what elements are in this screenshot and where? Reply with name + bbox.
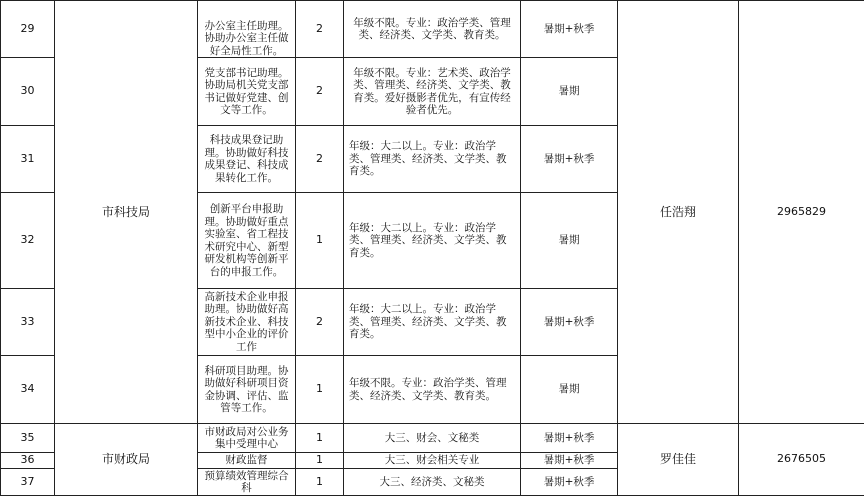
count-cell: 1 (296, 453, 344, 469)
position-cell (198, 1, 296, 58)
count-cell: 2 (296, 289, 344, 356)
position-cell: 科研项目助理。协助做好科研项目资金协调、评估、监管等工作。 (198, 356, 296, 424)
table-row (1, 1, 864, 58)
requirement-cell: 年级不限。专业：艺术类、政治学类、管理类、经济类、文学类、教育类。爱好摄影者优先，有宣传经验者优先。 (344, 58, 521, 126)
position-cell: 创新平台申报助理。协助做好重点实验室、省工程技术研究中心、新型研发机构等创新平台的申报工作。 (198, 193, 296, 289)
row-number: 37 (1, 469, 55, 496)
count-cell: 2 (296, 58, 344, 126)
count-cell: 1 (296, 193, 344, 289)
department-cell: 市科技局 (55, 1, 198, 424)
row-number: 33 (1, 289, 55, 356)
requirement-cell: 年级不限。专业：政治学类、管理类、经济类、文学类、教育类。 (344, 1, 521, 58)
count-cell: 2 (296, 1, 344, 58)
position-cell: 科技成果登记助理。协助做好科技成果登记、科技成果转化工作。 (198, 126, 296, 193)
requirement-cell: 大三、财会、文秘类 (344, 424, 521, 453)
phone-cell: 2965829 (739, 1, 864, 424)
requirement-cell: 大三、财会相关专业 (344, 453, 521, 469)
count-cell: 1 (296, 469, 344, 496)
period-cell: 暑期+秋季 (521, 424, 618, 453)
contact-cell: 罗佳佳 (618, 424, 739, 496)
period-cell: 暑期 (521, 356, 618, 424)
count-cell: 1 (296, 424, 344, 453)
requirement-cell: 大三、经济类、文秘类 (344, 469, 521, 496)
row-number: 35 (1, 424, 55, 453)
requirement-cell: 年级：大二以上。专业：政治学类、管理类、经济类、文学类、教育类。 (344, 289, 521, 356)
period-cell: 暑期+秋季 (521, 469, 618, 496)
row-number: 29 (1, 1, 55, 58)
phone-cell: 2676505 (739, 424, 864, 496)
contact-cell: 任浩翔 (618, 1, 739, 424)
row-number: 34 (1, 356, 55, 424)
row-number: 31 (1, 126, 55, 193)
count-cell: 1 (296, 356, 344, 424)
position-cell: 高新技术企业申报助理。协助做好高新技术企业、科技型中小企业的评价工作 (198, 289, 296, 356)
period-cell: 暑期+秋季 (521, 289, 618, 356)
position-cell: 财政监督 (198, 453, 296, 469)
department-cell: 市财政局 (55, 424, 198, 496)
period-cell: 暑期+秋季 (521, 126, 618, 193)
row-number: 32 (1, 193, 55, 289)
requirement-cell: 年级不限。专业：政治学类、管理类、经济类、文学类、教育类。 (344, 356, 521, 424)
position-cell: 党支部书记助理。协助局机关党支部书记做好党建、创文等工作。 (198, 58, 296, 126)
period-cell: 暑期+秋季 (521, 1, 618, 58)
count-cell: 2 (296, 126, 344, 193)
period-cell: 暑期 (521, 193, 618, 289)
position-cell: 市财政局对公业务集中受理中心 (198, 424, 296, 453)
requirement-cell: 年级：大二以上。专业：政治学类、管理类、经济类、文学类、教育类。 (344, 126, 521, 193)
requirement-cell: 年级：大二以上。专业：政治学类、管理类、经济类、文学类、教育类。 (344, 193, 521, 289)
period-cell: 暑期 (521, 58, 618, 126)
position-cell: 预算绩效管理综合科 (198, 469, 296, 496)
row-number: 36 (1, 453, 55, 469)
period-cell: 暑期+秋季 (521, 453, 618, 469)
row-number: 30 (1, 58, 55, 126)
table-row (1, 424, 864, 453)
position-text: 办公室主任助理。协助办公室主任做好全局性工作。 (204, 19, 289, 57)
